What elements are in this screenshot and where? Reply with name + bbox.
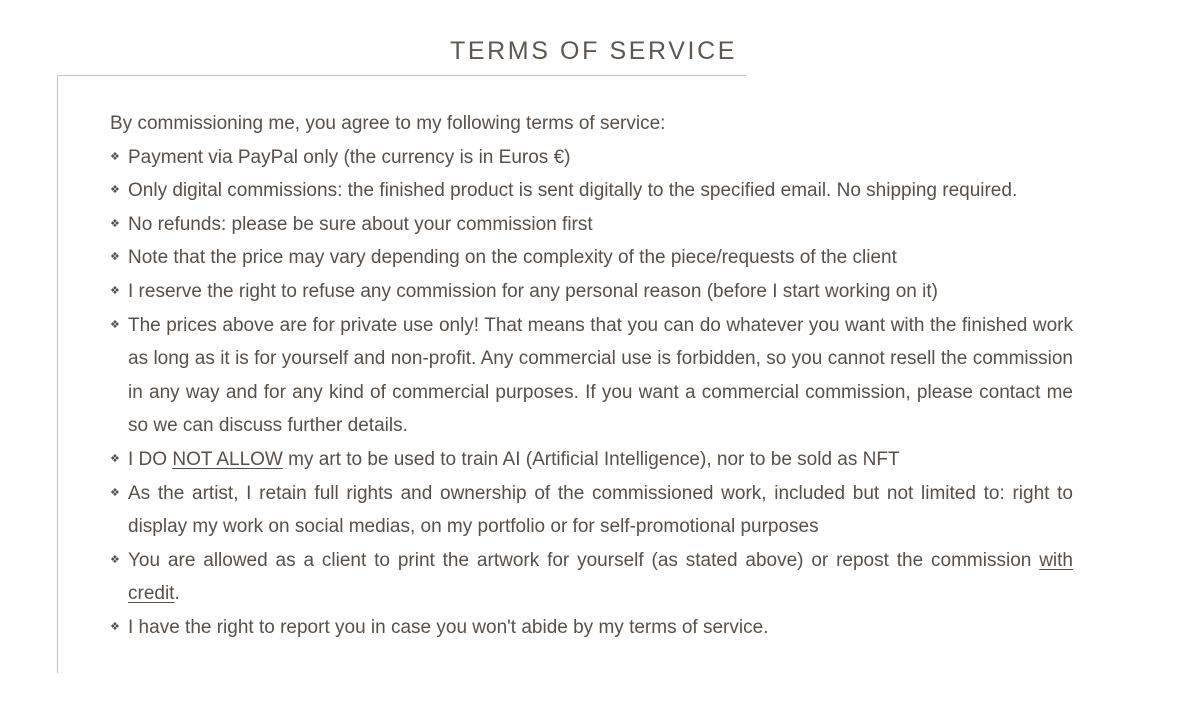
frame-top-border [57, 75, 746, 76]
term-text: Note that the price may vary depending on the complexity of the piece/requests of the client [128, 247, 897, 269]
term-item-right-to-refuse [110, 275, 1073, 309]
term-text-post: . [174, 583, 180, 605]
diamond-bullet-icon: ❖ [110, 620, 120, 633]
term-item-no-ai [110, 443, 1073, 477]
term-text: I have the right to report you in case you won't abide by my terms of service. [128, 616, 769, 638]
diamond-bullet-icon: ❖ [110, 318, 120, 331]
diamond-bullet-icon: ❖ [110, 452, 120, 465]
term-item-no-refunds [110, 208, 1073, 242]
term-item-print-repost [110, 544, 1073, 611]
term-emphasis-not-allow: NOT ALLOW [172, 448, 283, 470]
diamond-bullet-icon: ❖ [110, 486, 120, 499]
term-emphasis-with-credit: with credit [128, 549, 1073, 605]
frame-left-border [57, 75, 58, 673]
term-item-artist-rights [110, 477, 1073, 544]
terms-section [110, 107, 1073, 645]
diamond-bullet-icon: ❖ [110, 184, 120, 197]
term-text: Only digital commissions: the finished product is sent digitally to the specified email. No shipping required. [128, 180, 1018, 202]
term-item-price-varies [110, 241, 1073, 275]
term-text: The prices above are for private use only! That means that you can do whatever you want with the finished work as long as it is for yourself and non-profit. Any commercial use is forbidden, so you cannot resell the commission in any way and for any kind of commercial purposes. If you want a commercial commission, please contact me so we can discuss further details. [128, 314, 1073, 437]
term-item-payment [110, 141, 1073, 175]
diamond-bullet-icon: ❖ [110, 284, 120, 297]
term-text: I reserve the right to refuse any commission for any personal reason (before I start working on it) [128, 280, 938, 302]
term-text-pre: I DO [128, 448, 173, 470]
term-item-private-use [110, 309, 1073, 443]
diamond-bullet-icon: ❖ [110, 553, 120, 566]
diamond-bullet-icon: ❖ [110, 251, 120, 264]
terms-list [110, 141, 1073, 645]
term-text-pre: You are allowed as a client to print the artwork for yourself (as stated above) or repost the commission [128, 549, 1040, 571]
term-item-digital-only [110, 174, 1073, 208]
diamond-bullet-icon: ❖ [110, 217, 120, 230]
term-item-report [110, 611, 1073, 645]
diamond-bullet-icon: ❖ [110, 150, 120, 163]
term-text: Payment via PayPal only (the currency is in Euros €) [128, 146, 571, 168]
term-text-post: my art to be used to train AI (Artificial Intelligence), nor to be sold as NFT [282, 448, 900, 470]
terms-intro: By commissioning me, you agree to my following terms of service: [110, 113, 666, 134]
term-text: As the artist, I retain full rights and ownership of the commissioned work, included but not limited to: right to display my work on social medias, on my portfolio or for self-promotional purposes [128, 482, 1073, 538]
page-title: TERMS OF SERVICE [449, 37, 737, 65]
term-text: No refunds: please be sure about your commission first [128, 213, 593, 235]
